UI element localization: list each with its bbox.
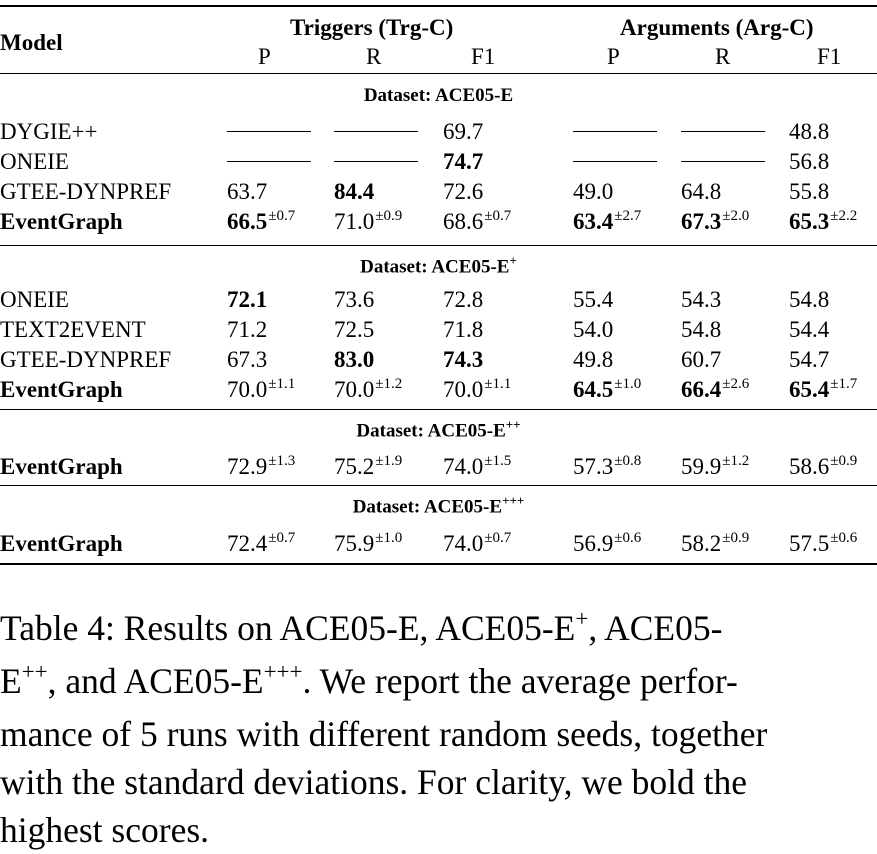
table-cell	[681, 455, 749, 478]
cell-value: 55.4	[573, 287, 614, 312]
cell-value: 72.4	[227, 531, 268, 556]
cell-value: 75.2	[334, 454, 375, 479]
cell-value: 54.0	[573, 317, 614, 342]
dataset-heading	[0, 254, 877, 276]
cell-value: 65.3	[789, 209, 830, 234]
cell-value: 83.0	[334, 347, 375, 372]
cell-value: 67.3	[681, 209, 722, 234]
cell-std-dev: ±1.7	[830, 376, 858, 392]
table-cell	[334, 348, 374, 371]
cell-value: 72.9	[227, 454, 268, 479]
dash-placeholder	[681, 131, 765, 132]
table-cell	[789, 532, 857, 555]
cell-value: 74.3	[443, 347, 484, 372]
table-cell	[334, 455, 402, 478]
table-cell	[443, 210, 511, 233]
table-cell	[443, 348, 483, 371]
cell-std-dev: ±0.7	[484, 530, 512, 546]
cell-value: 54.3	[681, 287, 722, 312]
arg-f1-header: F1	[817, 44, 842, 69]
cell-value: 55.8	[789, 179, 830, 204]
caption-line-2	[0, 657, 877, 710]
model-name: EventGraph	[0, 454, 123, 479]
cell-value: 65.4	[789, 377, 830, 402]
table-cell	[227, 532, 295, 555]
caption-line-5: highest scores.	[0, 810, 210, 850]
table-cell	[789, 318, 829, 341]
table-cell	[573, 348, 613, 371]
cell-value: 66.5	[227, 209, 268, 234]
model-name: EventGraph	[0, 377, 123, 402]
table-cell	[789, 150, 829, 173]
cell-value: 71.2	[227, 317, 268, 342]
dash-placeholder	[227, 161, 311, 162]
cell-value: 56.9	[573, 531, 614, 556]
cell-value: 49.8	[573, 347, 614, 372]
cell-value: 48.8	[789, 119, 830, 144]
table-cell	[789, 120, 829, 143]
cell-std-dev: ±2.7	[614, 208, 642, 224]
cell-value: 84.4	[334, 179, 375, 204]
caption-superscript: +	[575, 606, 589, 631]
model-name: ONEIE	[0, 287, 69, 312]
cell-value: 56.8	[789, 149, 830, 174]
table-cell	[227, 455, 295, 478]
table-cell	[573, 378, 641, 401]
cell-std-dev: ±1.1	[484, 376, 512, 392]
dataset-heading-text: Dataset: ACE05-E	[352, 496, 503, 518]
table-cell	[443, 120, 483, 143]
model-name: ONEIE	[0, 149, 69, 174]
dataset-heading-superscript: +	[509, 253, 517, 268]
dash-placeholder	[227, 131, 311, 132]
table-cell	[789, 210, 857, 233]
table-cell	[789, 378, 857, 401]
table-cell	[227, 318, 267, 341]
caption-text: . We report the average perfor-	[302, 661, 738, 701]
cell-value: 69.7	[443, 119, 484, 144]
table-cell	[573, 210, 641, 233]
cell-value: 63.7	[227, 179, 268, 204]
caption-text: Table 4: Results on ACE05-E, ACE05-E	[0, 608, 576, 648]
cell-value: 71.0	[334, 209, 375, 234]
cell-value: 64.8	[681, 179, 722, 204]
table-cell	[573, 532, 641, 555]
dash-placeholder	[681, 161, 765, 162]
table-cell	[334, 210, 402, 233]
table-cell	[334, 378, 402, 401]
model-name: DYGIE++	[0, 119, 98, 144]
trg-r-header: R	[366, 44, 382, 69]
cell-std-dev: ±1.2	[375, 376, 403, 392]
dataset-heading	[0, 86, 877, 105]
cell-value: 49.0	[573, 179, 614, 204]
model-name: EventGraph	[0, 209, 123, 234]
cell-value: 54.7	[789, 347, 830, 372]
cell-std-dev: ±0.7	[484, 208, 512, 224]
dataset-heading-superscript: ++	[505, 417, 521, 432]
table-cell	[443, 150, 483, 173]
cell-value: 72.6	[443, 179, 484, 204]
dash-placeholder	[334, 131, 418, 132]
cell-value: 70.0	[334, 377, 375, 402]
caption-line-3: mance of 5 runs with different random seeds, together	[0, 714, 768, 754]
table-cell	[681, 288, 721, 311]
table-cell	[681, 532, 749, 555]
trg-f1-header: F1	[471, 44, 496, 69]
cell-std-dev: ±0.7	[268, 208, 296, 224]
caption-superscript: ++	[21, 659, 48, 684]
table-cell	[227, 210, 295, 233]
cell-value: 73.6	[334, 287, 375, 312]
cell-value: 70.0	[227, 377, 268, 402]
table-cell	[789, 288, 829, 311]
arg-r-header: R	[715, 44, 731, 69]
arguments-group-header: Arguments (Arg-C)	[620, 15, 814, 40]
table-cell	[227, 288, 267, 311]
cell-value: 72.1	[227, 287, 268, 312]
cell-std-dev: ±1.9	[375, 453, 403, 469]
cell-std-dev: ±0.6	[614, 530, 642, 546]
table-cell	[789, 180, 829, 203]
cell-value: 70.0	[443, 377, 484, 402]
table-cell	[443, 378, 511, 401]
cell-value: 54.4	[789, 317, 830, 342]
table-cell	[681, 210, 749, 233]
cell-std-dev: ±2.6	[722, 376, 750, 392]
cell-value: 54.8	[681, 317, 722, 342]
model-name: GTEE-DYNPREF	[0, 347, 172, 372]
model-name: EventGraph	[0, 531, 123, 556]
cell-std-dev: ±0.6	[830, 530, 858, 546]
table-cell	[681, 180, 721, 203]
cell-value: 72.5	[334, 317, 375, 342]
model-name: GTEE-DYNPREF	[0, 179, 172, 204]
table-caption	[0, 604, 877, 854]
dataset-heading-superscript: +++	[502, 493, 525, 508]
model-name: TEXT2EVENT	[0, 317, 146, 342]
model-column-header: Model	[0, 30, 63, 55]
table-cell	[334, 532, 402, 555]
dash-placeholder	[573, 131, 657, 132]
dataset-heading-text: Dataset: ACE05-E	[363, 85, 514, 106]
cell-value: 68.6	[443, 209, 484, 234]
dash-placeholder	[573, 161, 657, 162]
dataset-heading	[0, 494, 877, 516]
table-cell	[573, 455, 641, 478]
cell-value: 74.0	[443, 531, 484, 556]
caption-text: , and ACE05-E	[47, 661, 264, 701]
arg-p-header: P	[607, 44, 620, 69]
caption-text: , ACE05-	[588, 608, 723, 648]
cell-std-dev: ±2.0	[722, 208, 750, 224]
table-cell	[443, 180, 483, 203]
cell-std-dev: ±1.0	[375, 530, 403, 546]
cell-value: 57.3	[573, 454, 614, 479]
trg-p-header: P	[258, 44, 271, 69]
table-cell	[227, 180, 267, 203]
section-rule-1	[0, 245, 877, 246]
header-rule	[0, 73, 877, 74]
dash-placeholder	[334, 161, 418, 162]
dataset-heading-text: Dataset: ACE05-E	[360, 256, 510, 278]
cell-std-dev: ±1.1	[268, 376, 296, 392]
cell-value: 64.5	[573, 377, 614, 402]
table-cell	[227, 378, 295, 401]
cell-value: 58.2	[681, 531, 722, 556]
table-cell	[789, 348, 829, 371]
table-cell	[681, 378, 749, 401]
cell-value: 67.3	[227, 347, 268, 372]
table-cell	[573, 318, 613, 341]
table-cell	[789, 455, 857, 478]
cell-std-dev: ±0.8	[614, 453, 642, 469]
table-cell	[573, 288, 613, 311]
cell-value: 75.9	[334, 531, 375, 556]
table-cell	[443, 318, 483, 341]
cell-value: 66.4	[681, 377, 722, 402]
cell-value: 60.7	[681, 347, 722, 372]
caption-line-4: with the standard deviations. For clarity, we bold the	[0, 762, 747, 802]
table-cell	[334, 180, 374, 203]
cell-std-dev: ±1.2	[722, 453, 750, 469]
caption-superscript: +++	[263, 659, 303, 684]
cell-std-dev: ±2.2	[830, 208, 858, 224]
table-cell	[443, 532, 511, 555]
table-cell	[334, 318, 374, 341]
cell-value: 72.8	[443, 287, 484, 312]
table-cell	[681, 348, 721, 371]
table-cell	[681, 318, 721, 341]
cell-std-dev: ±0.9	[830, 453, 858, 469]
dataset-heading-text: Dataset: ACE05-E	[356, 420, 506, 442]
caption-line-1	[0, 604, 877, 657]
cell-value: 59.9	[681, 454, 722, 479]
cell-value: 63.4	[573, 209, 614, 234]
caption-text: E	[0, 661, 22, 701]
triggers-group-header: Triggers (Trg-C)	[290, 15, 454, 40]
cell-value: 74.0	[443, 454, 484, 479]
table-cell	[443, 455, 511, 478]
table-cell	[573, 180, 613, 203]
cell-value: 71.8	[443, 317, 484, 342]
cell-std-dev: ±0.9	[375, 208, 403, 224]
table-cell	[334, 288, 374, 311]
section-rule-3	[0, 485, 877, 486]
cell-std-dev: ±0.9	[722, 530, 750, 546]
cell-value: 58.6	[789, 454, 830, 479]
section-rule-2	[0, 409, 877, 410]
cell-std-dev: ±1.5	[484, 453, 512, 469]
cell-std-dev: ±1.3	[268, 453, 296, 469]
cell-value: 57.5	[789, 531, 830, 556]
cell-std-dev: ±0.7	[268, 530, 296, 546]
dataset-heading	[0, 418, 877, 440]
cell-std-dev: ±1.0	[614, 376, 642, 392]
cell-value: 74.7	[443, 149, 484, 174]
table-cell	[443, 288, 483, 311]
table-cell	[227, 348, 267, 371]
table-top-rule	[0, 5, 877, 7]
cell-value: 54.8	[789, 287, 830, 312]
table-bottom-rule	[0, 563, 877, 565]
